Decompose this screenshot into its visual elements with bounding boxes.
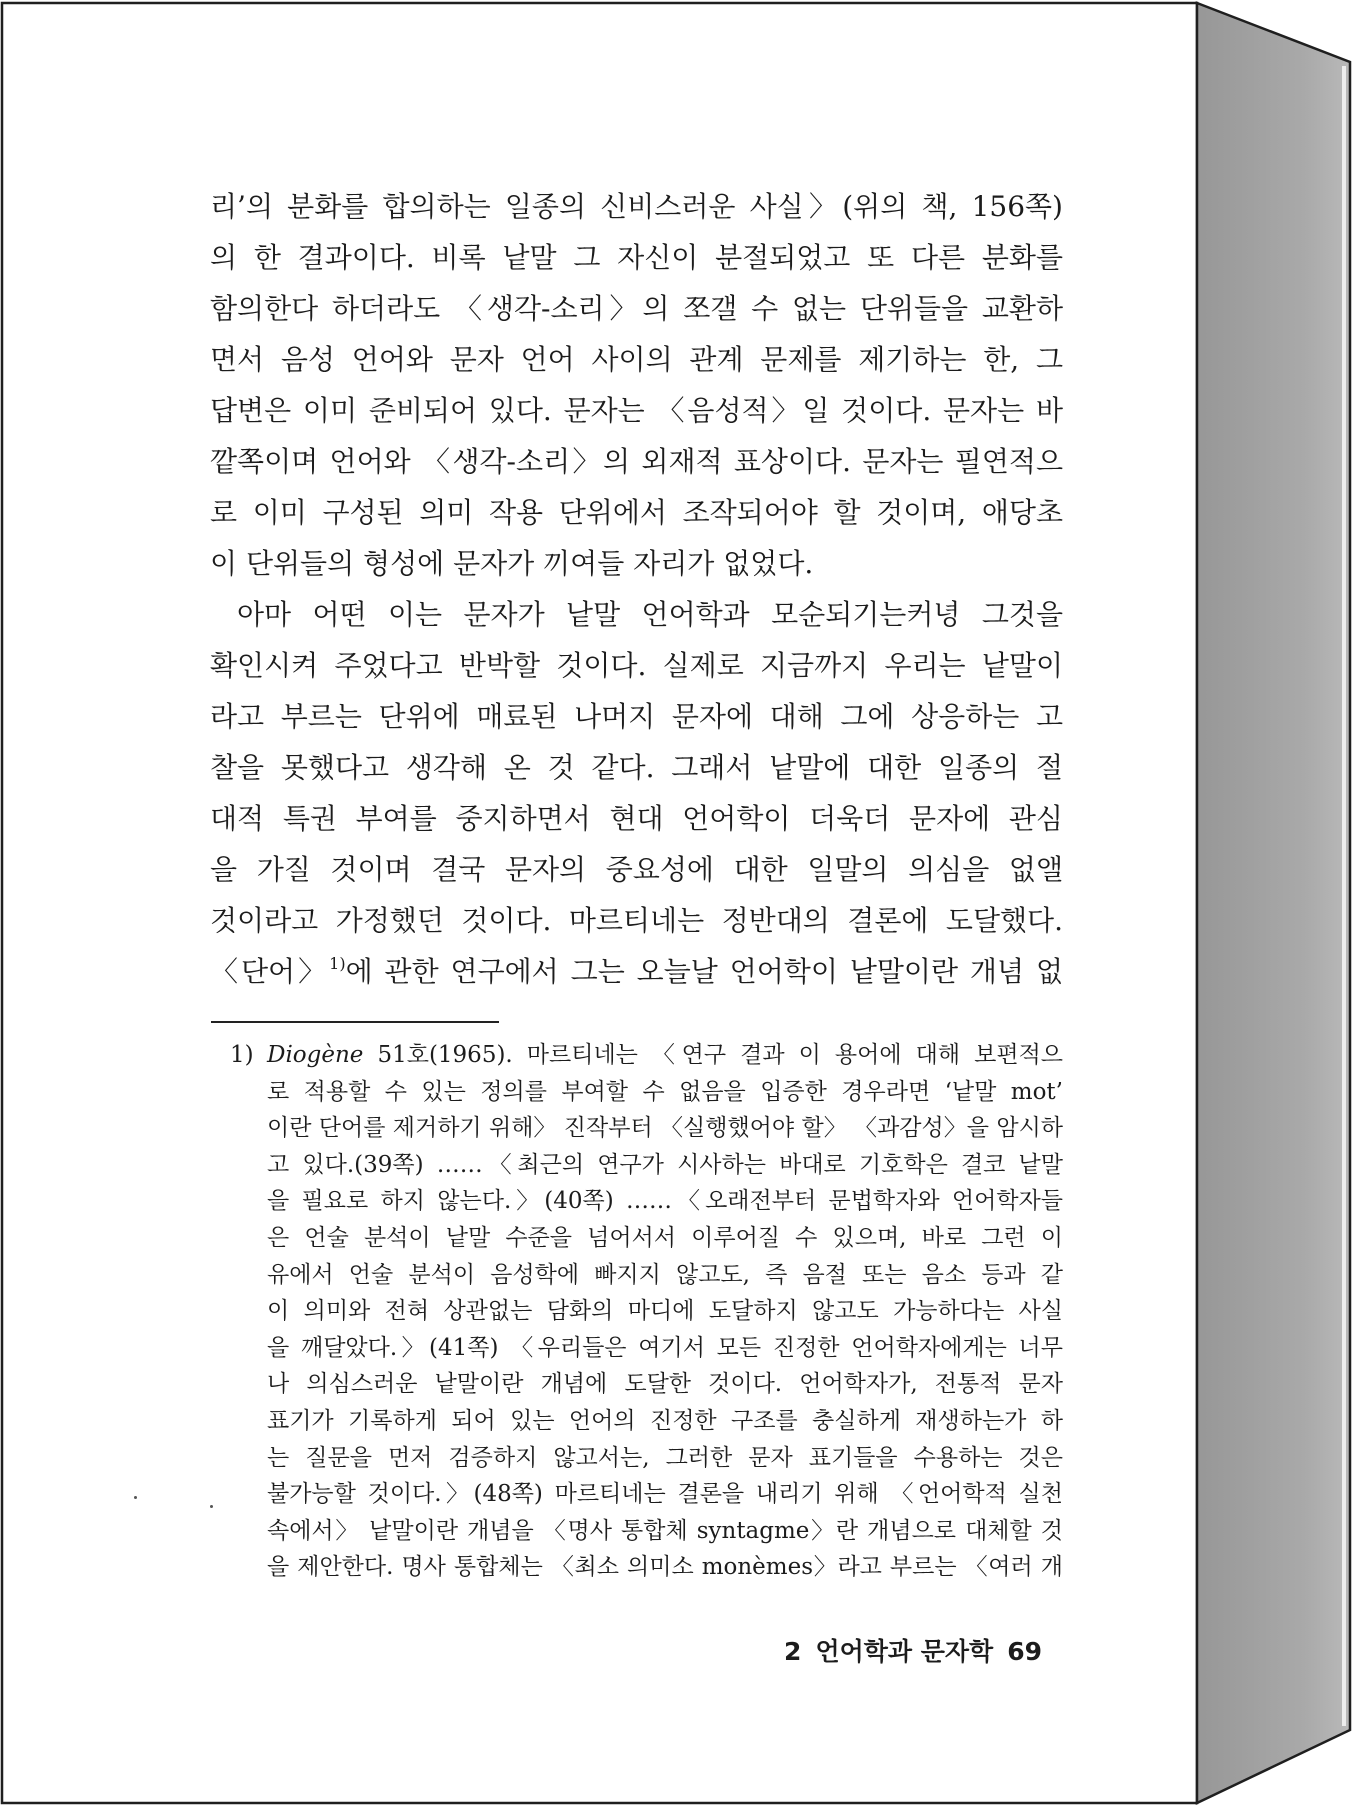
- body-line-continued: [210, 946, 1063, 997]
- body-text-segment: 〈단어〉: [210, 955, 330, 988]
- body-line: 함의한다 하더라도 〈생각-소리〉의 쪼갤 수 없는 단위들을 교환하: [210, 292, 1063, 325]
- body-line: 확인시켜 주었다고 반박할 것이다. 실제로 지금까지 우리는 낱말이: [210, 649, 1063, 682]
- footnote-line: 로 적용할 수 있는 정의를 부여할 수 없음을 입증한 경우라면 ‘낱말 mot’: [267, 1078, 1063, 1105]
- page-stack-side: [1197, 3, 1350, 1803]
- footnote-number: 1): [230, 1042, 254, 1068]
- running-footer: [784, 1637, 1042, 1667]
- footnote-line: 은 언술 분석이 낱말 수준을 넘어서서 이루어질 수 있으며, 바로 그런 이: [267, 1224, 1063, 1251]
- footnote-line: 고 있다.(39쪽) ……〈최근의 연구가 시사하는 바대로 기호학은 결코 낱말: [267, 1151, 1063, 1178]
- footnote-line: 불가능할 것이다.〉(48쪽) 마르티네는 결론을 내리기 위해 〈언어학적 실천: [267, 1481, 1063, 1508]
- footnote-reference: 1): [329, 954, 346, 973]
- footnote-line: 을 필요로 하지 않는다.〉(40쪽) ……〈오래전부터 문법학자와 언어학자들: [267, 1188, 1063, 1215]
- footnote: [230, 1037, 1063, 1586]
- footnote-line: 이 의미와 전혀 상관없는 담화의 마디에 도달하지 않고도 가능하다는 사실: [267, 1298, 1063, 1325]
- body-line: 면서 음성 언어와 문자 언어 사이의 관계 문제를 제기하는 한, 그: [210, 343, 1063, 376]
- body-line: 로 이미 구성된 의미 작용 단위에서 조작되어야 할 것이며, 애당초: [210, 496, 1063, 529]
- body-line: 깥쪽이며 언어와 〈생각-소리〉의 외재적 표상이다. 문자는 필연적으: [210, 445, 1063, 478]
- body-line: 찰을 못했다고 생각해 온 것 같다. 그래서 낱말에 대한 일종의 절: [210, 751, 1063, 784]
- chapter-title: 언어학과 문자학: [815, 1637, 994, 1666]
- footnote-source-title: Diogène: [267, 1042, 364, 1068]
- footnote-line: 이란 단어를 제거하기 위해〉 진작부터 〈실행했어야 할〉 〈과감성〉을 암시하: [267, 1115, 1063, 1142]
- scan-speck: [210, 1505, 213, 1508]
- footnote-line: 속에서〉 낱말이란 개념을 〈명사 통합체 syntagme〉란 개념으로 대체할 것: [267, 1517, 1063, 1544]
- footnote-line: 표기가 기록하게 되어 있는 언어의 진정한 구조를 충실하게 재생하는가 하: [267, 1407, 1063, 1434]
- footnote-line: 을 깨달았다.〉(41쪽) 〈우리들은 여기서 모든 진정한 언어학자에게는 너무: [267, 1334, 1063, 1361]
- footnote-line: 는 질문을 먼저 검증하지 않고서는, 그러한 문자 표기들을 수용하는 것은: [267, 1444, 1063, 1471]
- body-line: 리’의 분화를 합의하는 일종의 신비스러운 사실〉(위의 책, 156쪽): [210, 190, 1063, 223]
- page-number: 69: [1007, 1637, 1042, 1666]
- body-line: 라고 부르는 단위에 매료된 나머지 문자에 대해 그에 상응하는 고: [210, 700, 1063, 733]
- body-text-segment: 에 관한 연구에서 그는 오늘날 언어학이 낱말이란 개념 없: [345, 955, 1063, 988]
- footnote-line: 을 제안한다. 명사 통합체는 〈최소 의미소 monèmes〉라고 부르는 〈여러 개: [267, 1554, 1063, 1581]
- body-line-paragraph-end: 이 단위들의 형성에 문자가 끼여들 자리가 없었다.: [210, 547, 814, 580]
- body-line-paragraph-start: 아마 어떤 이는 문자가 낱말 언어학과 모순되기는커녕 그것을: [237, 598, 1063, 631]
- footnote-line: 나 의심스러운 낱말이란 개념에 도달한 것이다. 언어학자가, 전통적 문자: [267, 1371, 1063, 1398]
- footnote-text-segment: 51호(1965). 마르티네는 〈연구 결과 이 용어에 대해 보편적으: [363, 1042, 1063, 1068]
- footnote-line-first: [230, 1037, 1063, 1074]
- chapter-number: 2: [784, 1637, 802, 1666]
- body-line: 답변은 이미 준비되어 있다. 문자는 〈음성적〉일 것이다. 문자는 바: [210, 394, 1063, 427]
- footnote-divider: [211, 1021, 499, 1023]
- footnote-line: 유에서 언술 분석이 음성학에 빠지지 않고도, 즉 음절 또는 음소 등과 같: [267, 1261, 1063, 1288]
- body-line: 것이라고 가정했던 것이다. 마르티네는 정반대의 결론에 도달했다.: [210, 904, 1063, 937]
- scan-speck: [134, 1496, 137, 1499]
- body-line: 을 가질 것이며 결국 문자의 중요성에 대한 일말의 의심을 없앨: [210, 853, 1063, 886]
- body-line: 의 한 결과이다. 비록 낱말 그 자신이 분절되었고 또 다른 분화를: [210, 241, 1063, 274]
- body-line: 대적 특권 부여를 중지하면서 현대 언어학이 더욱더 문자에 관심: [210, 802, 1063, 835]
- body-text: [210, 181, 1063, 997]
